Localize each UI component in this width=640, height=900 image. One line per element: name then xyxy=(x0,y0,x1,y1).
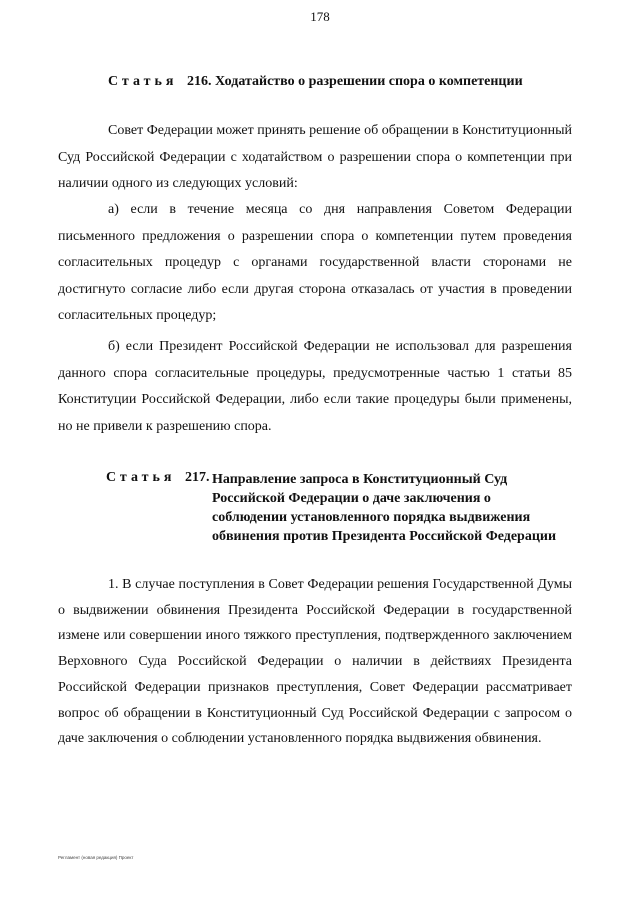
article-number: 216. xyxy=(186,74,212,89)
article-217-lead xyxy=(106,470,209,486)
article-216-paragraph-a: а) если в течение месяца со дня направления Советом Федерации письменного предложения о разрешении спора о компетенции путем проведения согласительных процедур с органами государственной власти сторонами не достигнуто согласие либо если другая сторона отказалась от участия в проведении согласительных процедур; xyxy=(58,202,572,323)
article-216-paragraph-intro: Совет Федерации может принять решение об обращении в Конституционный Суд Российской Федерации с ходатайством о разрешении спора о компетенции при наличии одного из следующих условий: xyxy=(58,123,572,191)
article-title: Ходатайство о разрешении спора о компетенции xyxy=(214,74,523,89)
article-label: Статья xyxy=(106,470,176,485)
article-216-heading xyxy=(108,74,523,90)
article-label: Статья xyxy=(108,74,178,89)
footer-note: Регламент (новая редакция) Проект xyxy=(58,855,134,860)
article-number: 217. xyxy=(184,470,210,485)
article-title: Направление запроса в Конституционный Суд Российской Федерации о даче заключения о соблюдении установленного порядка выдвижения обвинения против Президента Российской Федерации xyxy=(212,472,557,544)
page-number: 178 xyxy=(310,9,330,24)
article-216-paragraph-b: б) если Президент Российской Федерации не использовал для разрешения данного спора согласительные процедуры, предусмотренные частью 1 статьи 85 Конституции Российской Федерации, либо если такие процедуры были применены, но не привели к разрешению спора. xyxy=(58,339,572,434)
article-217-paragraph-1: 1. В случае поступления в Совет Федерации решения Государственной Думы о выдвижении обвинения Президента Российской Федерации в государственной измене или совершении иного тяжкого преступления, подтвержденного заключением Верховного Суда Российской Федерации о наличии в действиях Президента Российской Федерации признаков преступления, Совет Федерации рассматривает вопрос об обращении в Конституционный Суд Российской Федерации с запросом о даче заключения о соблюдении установленного порядка выдвижения обвинения. xyxy=(58,577,572,747)
